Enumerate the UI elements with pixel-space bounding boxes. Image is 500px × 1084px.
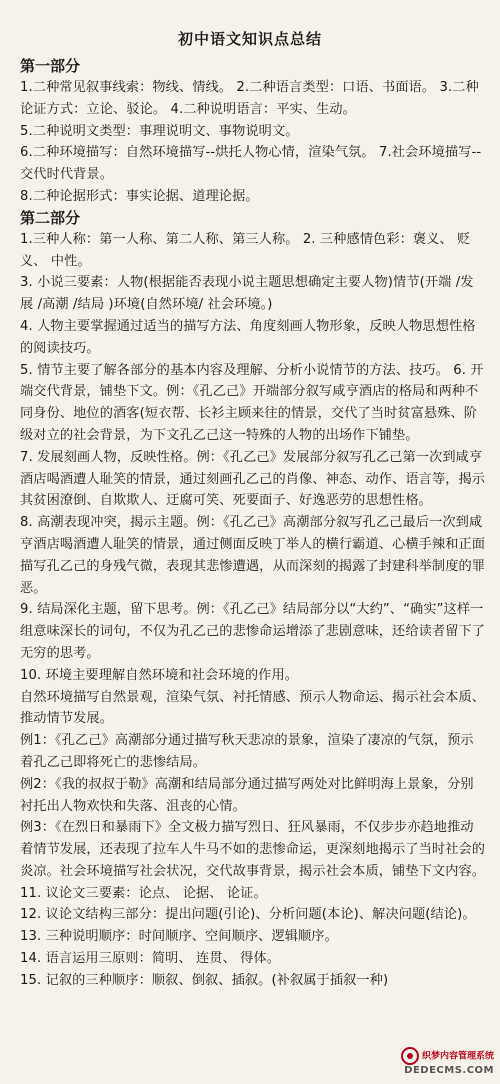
paragraph: 15. 记叙的三种顺序：顺叙、倒叙、插叙。(补叙属于插叙一种): [20, 972, 389, 988]
paragraph: 自然环境描写自然景观，渲染气氛、衬托情感、预示人物命运、揭示社会本质、推动情节发展。: [20, 689, 486, 727]
document-content: [20, 56, 486, 992]
paragraph: 8. 高潮表现冲突，揭示主题。例：《孔乙己》高潮部分叙写孔乙己最后一次到咸亨酒店喝酒遭人耻笑的情景，通过侧面反映丁举人的横行霸道、心横手辣和正面描写孔乙己的身残气微，表现其悲惨遭遇，从而深刻的揭露了封建科举制度的罪恶。: [20, 515, 486, 596]
paragraph: 1.二种常见叙事线索：物线、情线。 2.二种语言类型：口语、书面语。 3.二种论证方式：立论、驳论。 4.二种说明语言：平实、生动。: [20, 80, 479, 117]
paragraph: 例1：《孔乙己》高潮部分通过描写秋天悲凉的景象，渲染了凄凉的气氛，预示着孔乙己即将死亡的悲惨结局。: [20, 733, 474, 770]
site-watermark: [401, 1047, 494, 1076]
paragraph: 6.二种环境描写：自然环境描写--烘托人物心情，渲染气氛。 7.社会环境描写--交代时代背景。: [20, 145, 482, 183]
paragraph: 9. 结局深化主题，留下思考。例：《孔乙己》结局部分以“大约”、“确实”这样一组意味深长的词句，不仅为孔乙己的悲惨命运增添了悲剧意味，还给读者留下了无穷的思考。: [20, 602, 486, 661]
paragraph: 12. 议论文结构三部分：提出问题(引论)、分析问题(本论)、解决问题(结论)。: [20, 907, 476, 923]
watermark-name: 织梦内容管理系统: [421, 1051, 494, 1062]
paragraph: 1.三种人称：第一人称、第二人称、第三人称。 2. 三种感情色彩：褒义、 贬义、 中性。: [20, 231, 471, 269]
paragraph: 5. 情节主要了解各部分的基本内容及理解、分析小说情节的方法、技巧。 6. 开端交代背景，铺垫下文。例：《孔乙己》开端部分叙写咸亨酒店的格局和两种不同身份、地位的酒客(短衣帮、长衫主顾来往的情景，交代了当时贫富悬殊、阶级对立的社会背景，为下文孔乙己这一特殊的人物的出场作下铺垫。: [20, 362, 484, 443]
paragraph: 4. 人物主要掌握通过适当的描写方法、角度刻画人物形象，反映人物思想性格的阅读技巧。: [20, 318, 476, 356]
paragraph: 13. 三种说明顺序：时间顺序、空间顺序、逻辑顺序。: [20, 929, 338, 945]
section-heading: 第一部分: [20, 57, 81, 75]
paragraph: 例3：《在烈日和暴雨下》全文极力描写烈日、狂风暴雨，不仅步步亦趋地推动着情节发展，还表现了拉车人牛马不如的悲惨命运，更深刻地揭示了当时社会的炎凉。社会环境描写社会状况，交代故事背景，揭示社会本质，铺垫下文内容。: [20, 820, 486, 879]
paragraph: 5.二种说明文类型：事理说明文、事物说明文。: [20, 123, 299, 139]
section-1: [20, 56, 486, 208]
paragraph: 10. 环境主要理解自然环境和社会环境的作用。: [20, 667, 299, 683]
document-title: 初中语文知识点总结: [177, 30, 322, 48]
watermark-site: DEDECMS.COM: [404, 1065, 494, 1076]
paragraph: 14. 语言运用三原则：简明、 连贯、 得体。: [20, 951, 281, 967]
paragraph: 11. 议论文三要素：论点、 论据、 论证。: [20, 885, 267, 901]
paragraph: 7. 发展刻画人物，反映性格。例：《孔乙己》发展部分叙写孔乙己第一次到咸亨酒店喝酒遭人耻笑的情景，通过刻画孔乙己的肖像、神态、动作、语言等，揭示其贫困潦倒、自欺欺人、迂腐可笑、死要面子、好逸恶劳的思想性格。: [20, 449, 486, 509]
paragraph: 例2：《我的叔叔于勒》高潮和结局部分通过描写两处对比鲜明海上景象，分别衬托出人物欢快和失落、沮丧的心情。: [20, 776, 474, 814]
paragraph: 3. 小说三要素：人物(根据能否表现小说主题思想确定主要人物)情节(开端 /发展 /高潮 /结局 )环境(自然环境/ 社会环境。): [20, 275, 474, 313]
paragraph: 8.二种论据形式：事实论据、道理论据。: [20, 188, 259, 204]
section-2: [20, 208, 486, 992]
dedecms-logo-icon: [401, 1047, 419, 1065]
section-heading: 第二部分: [20, 208, 81, 227]
